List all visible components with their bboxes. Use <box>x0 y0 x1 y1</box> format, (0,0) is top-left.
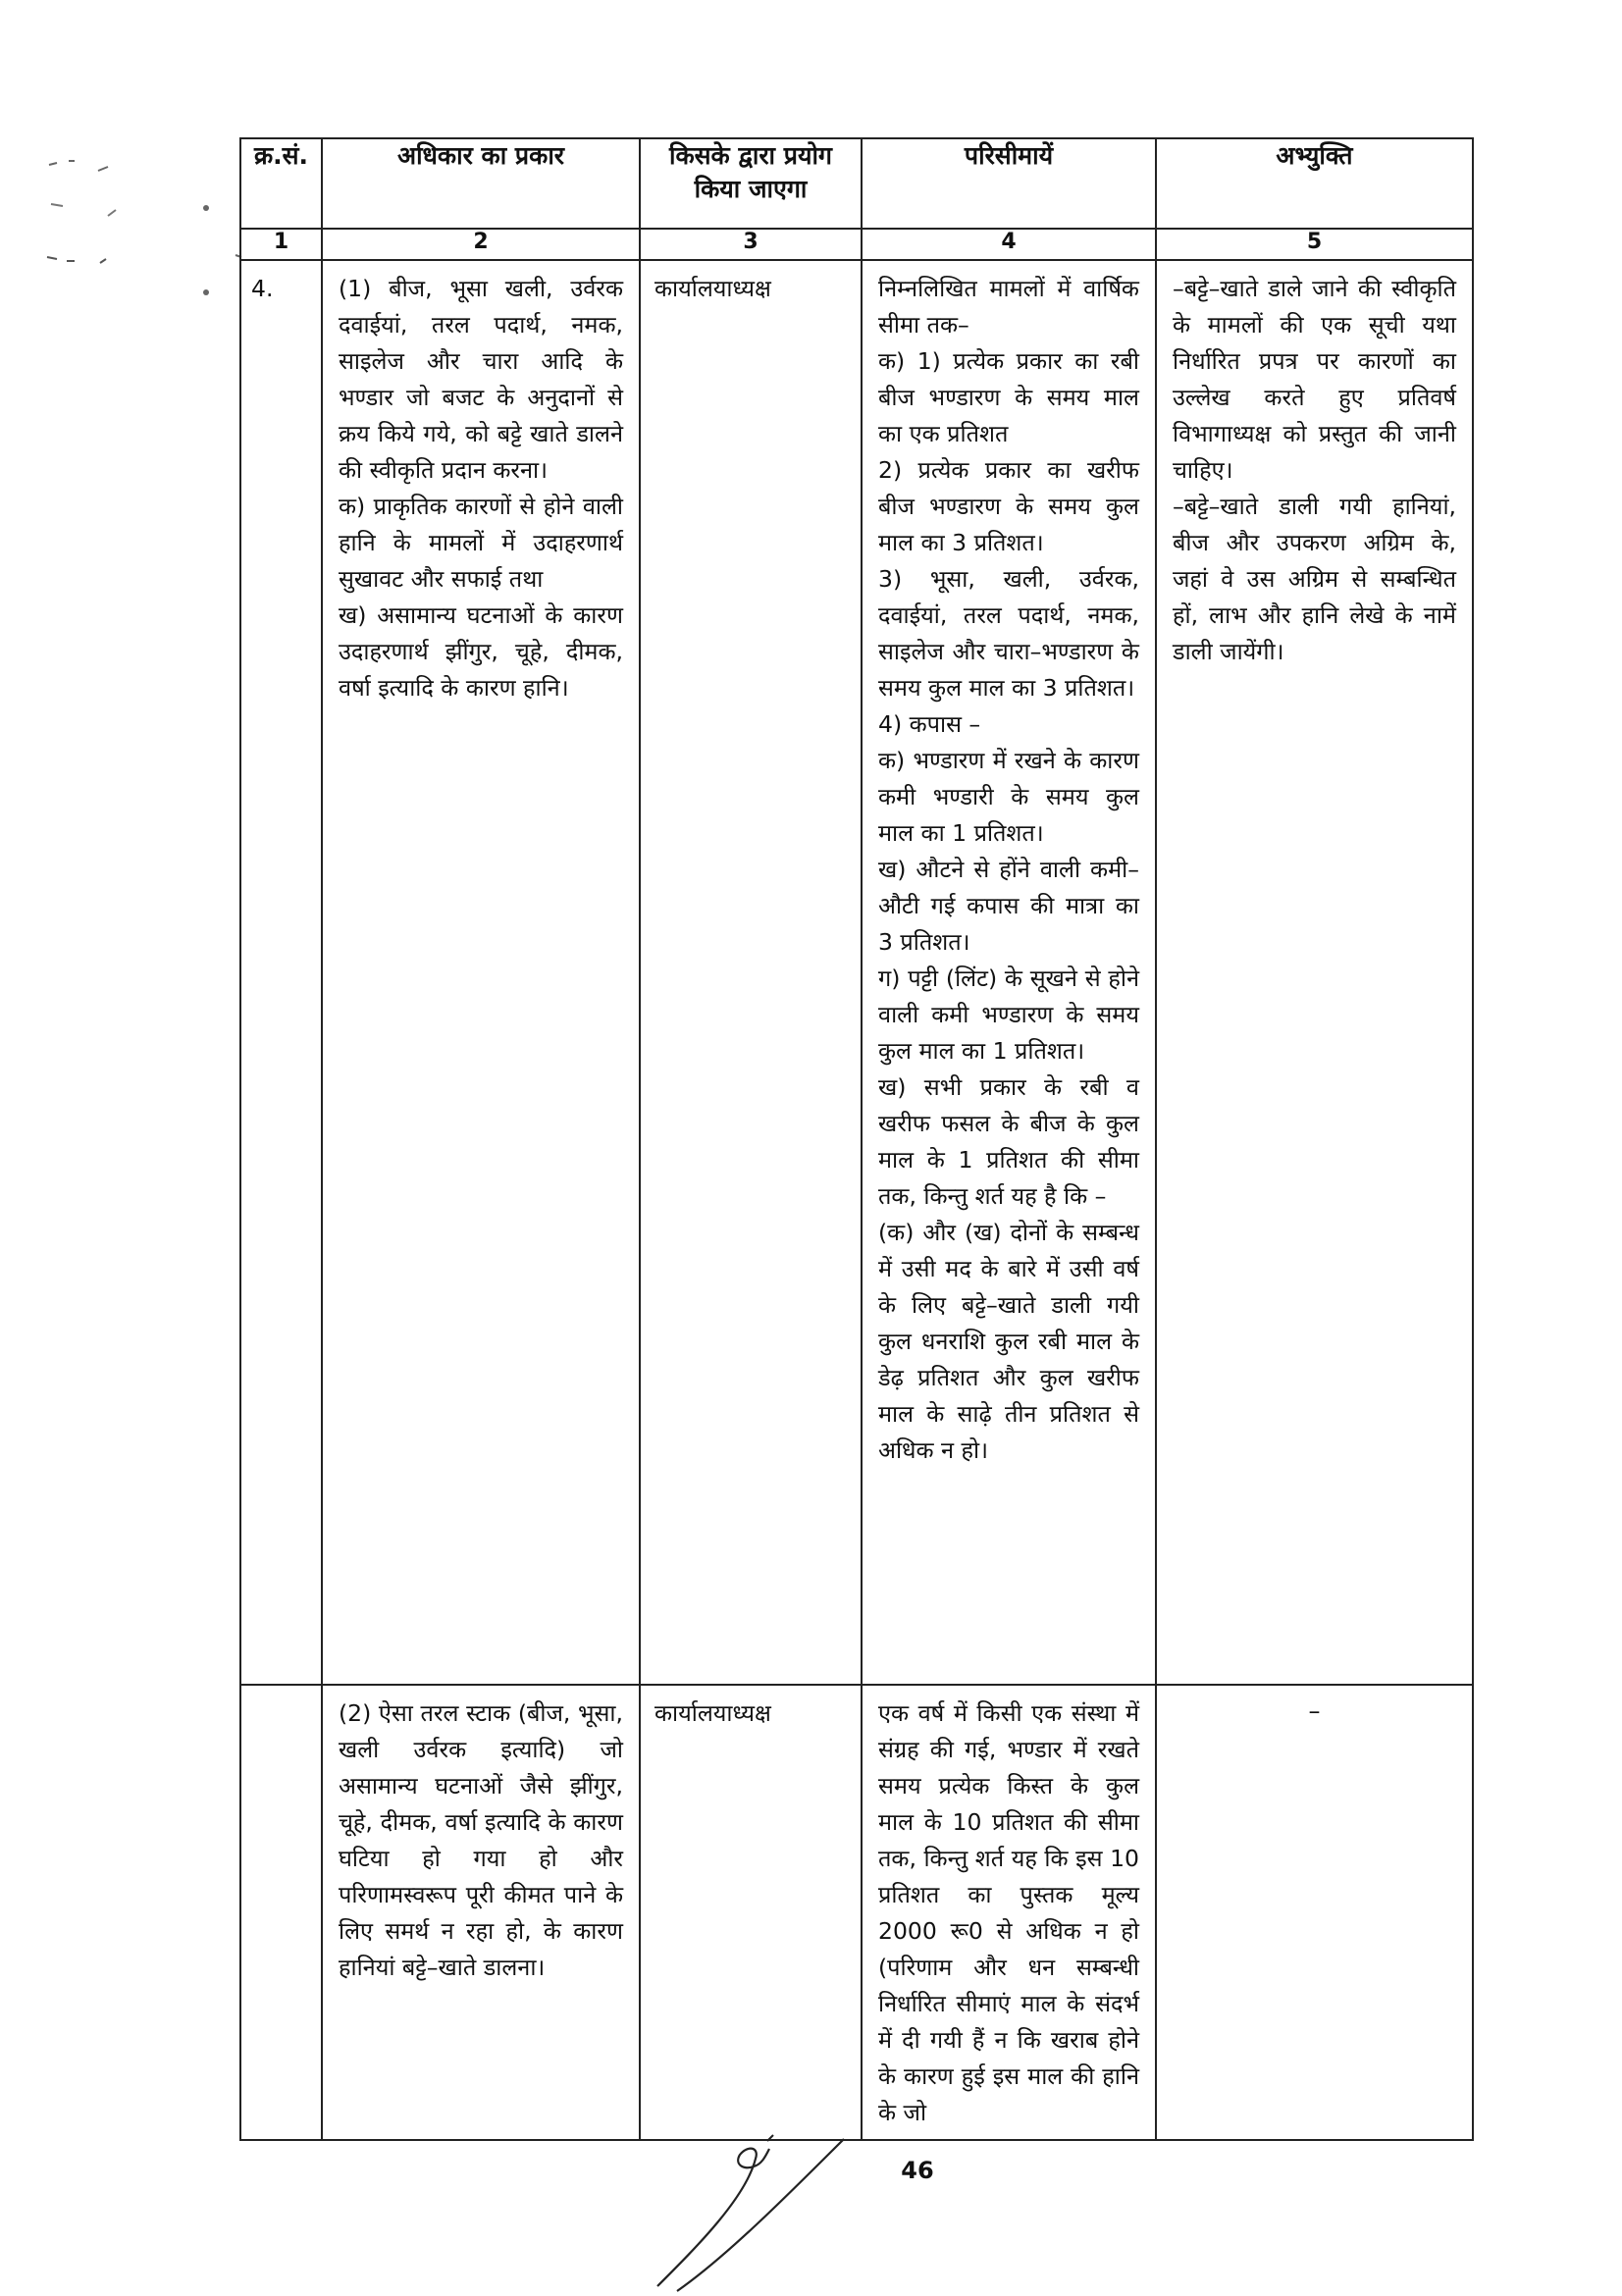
column-number: 2 <box>322 229 640 260</box>
remarks-cell <box>1156 260 1473 1685</box>
column-number: 4 <box>862 229 1156 260</box>
limits-text: एक वर्ष में किसी एक संस्था में संग्रह की गई, भण्डार में रखते समय प्रत्येक किस्त के कुल माल के 10 प्रतिशत की सीमा तक, किन्तु शर्त यह कि इस 10 प्रतिशत का पुस्तक मूल्य 2000 रू0 से अधिक न हो (परिणाम और धन सम्बन्धी निर्धारित सीमाएं माल के संदर्भ में दी गयी हैं न कि खराब होने के कारण हुई इस माल की हानि के जो <box>878 1699 1139 2126</box>
margin-marks <box>39 147 255 324</box>
limits-text: निम्नलिखित मामलों में वार्षिक सीमा तक– क) 1) प्रत्येक प्रकार का रबी बीज भण्डारण के समय माल का एक प्रतिशत 2) प्रत्येक प्रकार का खरीफ बीज भण्डारण के समय कुल माल का 3 प्रतिशत। 3) भूसा, खली, उर्वरक, दवाईयां, तरल पदार्थ, नमक, साइलेज और चारा–भण्डारण के समय कुल माल का 3 प्रतिशत। 4) कपास – क) भण्डारण में रखने के कारण कमी भण्डारी के समय कुल माल का 1 प्रतिशत। ख) औटने से होंने वाली कमी–औटी गई कपास की मात्रा का 3 प्रतिशत। ग) पट्टी (लिंट) के सूखने से होने वाली कमी भण्डारण के समय कुल माल का 1 प्रतिशत। ख) सभी प्रकार के रबी व खरीफ फसल के बीज के कुल माल के 1 प्रतिशत की सीमा तक, किन्तु शर्त यह है कि – (क) और (ख) दोनों के सम्बन्ध में उसी मद के बारे में उसी वर्ष के लिए बट्टे–खाते डाली गयी कुल धनराशि कुल रबी माल के डेढ़ प्रतिशत और कुल खरीफ माल के साढ़े तीन प्रतिशत से अधिक न हो। <box>878 275 1139 1464</box>
column-number: 5 <box>1156 229 1473 260</box>
serial-text: 4. <box>251 275 274 302</box>
serial-cell <box>240 1685 322 2140</box>
remarks-text: – <box>1308 1697 1321 1725</box>
column-number: 1 <box>240 229 322 260</box>
header-row <box>240 138 1473 229</box>
exercised-by-text: कार्यालयाध्यक्ष <box>654 1699 771 1727</box>
header-serial: क्र.सं. <box>240 138 322 229</box>
serial-text <box>241 1686 321 1703</box>
header-limits: परिसीमायें <box>862 138 1156 229</box>
remarks-text: –बट्टे–खाते डाले जाने की स्वीकृति के मामलों की एक सूची यथा निर्धारित प्रपत्र पर कारणों का उल्लेख करते हुए प्रतिवर्ष विभागाध्यक्ष को प्रस्तुत की जानी चाहिए। –बट्टे–खाते डाली गयी हानियां, बीज और उपकरण अग्रिम के, जहां वे उस अग्रिम से सम्बन्धित हों, लाभ और हानि लेखे के नामें डाली जायेंगी। <box>1173 275 1456 665</box>
column-number: 3 <box>640 229 862 260</box>
exercised-by-cell <box>640 1685 862 2140</box>
power-cell <box>322 260 640 1685</box>
limits-cell <box>862 260 1156 1685</box>
column-number-row <box>240 229 1473 260</box>
limits-cell <box>862 1685 1156 2140</box>
page-number: 46 <box>901 2157 934 2184</box>
header-remarks: अभ्युक्ति <box>1156 138 1473 229</box>
exercised-by-cell <box>640 260 862 1685</box>
header-exercised-by: किसके द्वारा प्रयोग किया जाएगा <box>640 138 862 229</box>
table-row <box>240 1685 1473 2140</box>
table-row <box>240 260 1473 1685</box>
delegation-table <box>239 137 1474 2141</box>
header-power-type: अधिकार का प्रकार <box>322 138 640 229</box>
signature-mark <box>638 2119 863 2296</box>
remarks-cell <box>1156 1685 1473 2140</box>
power-text: (2) ऐसा तरल स्टाक (बीज, भूसा, खली उर्वरक इत्यादि) जो असामान्य घटनाओं जैसे झींगुर, चूहे, दीमक, वर्षा इत्यादि के कारण घटिया हो गया हो और परिणामस्वरूप पूरी कीमत पाने के लिए समर्थ न रहा हो, के कारण हानियां बट्टे–खाते डालना। <box>339 1699 623 1981</box>
power-cell <box>322 1685 640 2140</box>
serial-cell <box>240 260 322 1685</box>
power-text: (1) बीज, भूसा खली, उर्वरक दवाईयां, तरल पदार्थ, नमक, साइलेज और चारा आदि के भण्डार जो बजट के अनुदानों से क्रय किये गये, को बट्टे खाते डालने की स्वीकृति प्रदान करना। क) प्राकृतिक कारणों से होने वाली हानि के मामलों में उदाहरणार्थ सुखावट और सफाई तथा ख) असामान्य घटनाओं के कारण उदाहरणार्थ झींगुर, चूहे, दीमक, वर्षा इत्यादि के कारण हानि। <box>339 275 623 702</box>
exercised-by-text: कार्यालयाध्यक्ष <box>654 275 771 302</box>
